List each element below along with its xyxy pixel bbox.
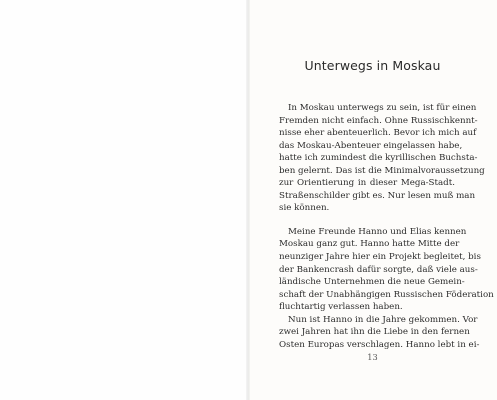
text-line: schaft der Unabhängigen Russischen Föderation bbox=[279, 289, 494, 300]
chapter-title: Unterwegs in Moskau bbox=[304, 58, 441, 73]
text-line: Fremden nicht einfach. Ohne Russischkennt- bbox=[279, 115, 478, 126]
text-line: neunziger Jahre hier ein Projekt begleitet, bis bbox=[279, 252, 481, 263]
text-line: ländische Unternehmen die neue Gemein- bbox=[279, 277, 465, 288]
paragraph-2 bbox=[279, 226, 494, 314]
body-text bbox=[279, 102, 494, 351]
text-line: In Moskau unterwegs zu sein, ist für einen bbox=[288, 103, 477, 113]
text-line: sie können. bbox=[279, 203, 330, 214]
text-line: ben gelernt. Das ist die Minimalvoraussetzung bbox=[279, 165, 485, 176]
paragraph-3 bbox=[279, 314, 480, 352]
left-page bbox=[0, 0, 248, 400]
text-line: Osten Europas verschlagen. Hanno lebt in ei- bbox=[279, 339, 480, 350]
text-line: Meine Freunde Hanno und Elias kennen bbox=[288, 226, 467, 237]
text-line: fluchtartig verlassen haben. bbox=[279, 302, 403, 313]
text-line: das Moskau-Abenteuer eingelassen habe, bbox=[279, 140, 463, 151]
text-line: zur Orientierung in dieser Mega-Stadt. bbox=[279, 178, 455, 189]
text-line: zwei Jahren hat ihn die Liebe in den fernen bbox=[279, 327, 470, 338]
page-number: 13 bbox=[367, 352, 378, 362]
text-line: Nun ist Hanno in die Jahre gekommen. Vor bbox=[288, 314, 478, 325]
text-line: der Bankencrash dafür sorgte, daß viele aus- bbox=[279, 264, 478, 275]
text-line: Straßenschilder gibt es. Nur lesen muß man bbox=[279, 190, 476, 201]
paragraph-1 bbox=[279, 102, 485, 215]
text-line: hatte ich zumindest die kyrillischen Buchsta- bbox=[279, 153, 478, 164]
text-line: Moskau ganz gut. Hanno hatte Mitte der bbox=[279, 239, 460, 250]
text-line: nisse eher abenteuerlich. Bevor ich mich auf bbox=[279, 128, 477, 139]
